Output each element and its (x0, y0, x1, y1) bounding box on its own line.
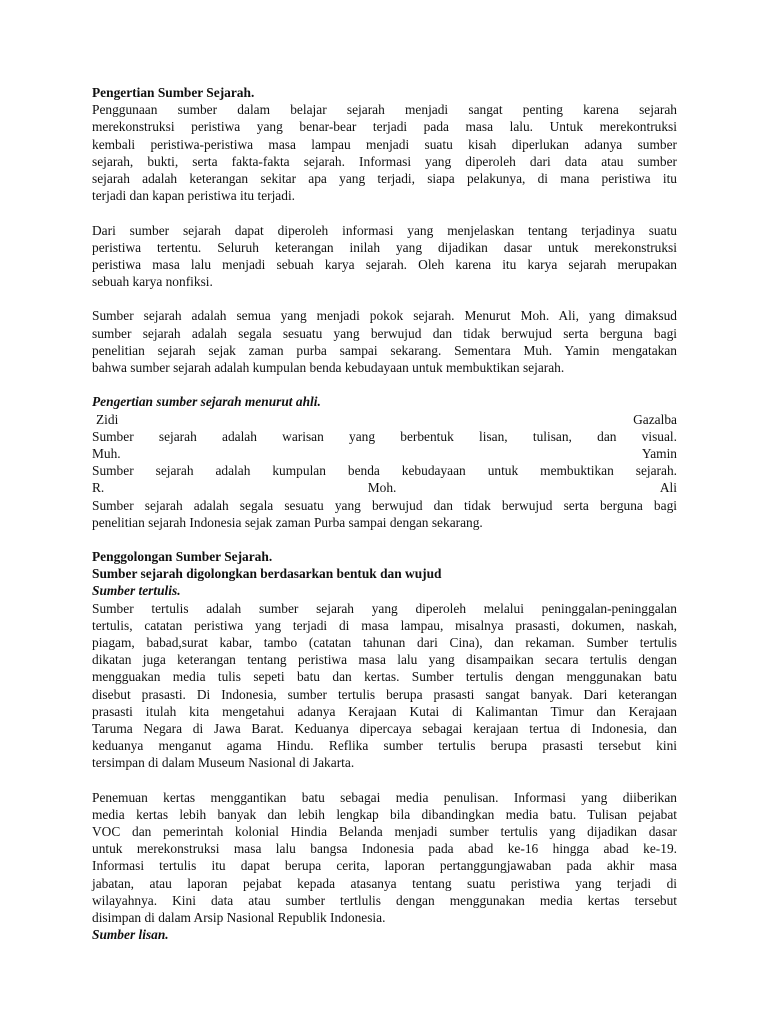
subheading-bentuk-wujud: Sumber sejarah digolongkan berdasarkan bentuk dan wujud (92, 566, 442, 582)
paragraph-line: peristiwa tertentu. Seluruh keterangan inilah yang dijadikan dasar untuk merekonstruksi (92, 239, 677, 255)
paragraph-line: VOC dan pemerintah kolonial Hindia Belanda menjadi sumber tertulis yang dijadikan dasar (92, 824, 677, 840)
paragraph-line: prasasti itulah kita mengetahui adanya Kerajaan Kutai di Kalimantan Timur dan Kerajaan (92, 703, 677, 719)
ahli-definition: Sumber sejarah adalah segala sesuatu yang berwujud dan tidak berwujud serta berguna bagi (92, 497, 677, 513)
ahli-definition: Sumber sejarah adalah kumpulan benda kebudayaan untuk membuktikan sejarah. (92, 463, 677, 479)
paragraph-line: penelitian sejarah sejak zaman purba sampai sekarang. Sementara Muh. Yamin mengatakan (92, 342, 677, 358)
ahli-name-row (92, 479, 677, 496)
paragraph-line: Penemuan kertas menggantikan batu sebagai media penulisan. Informasi yang diiberikan (92, 789, 677, 805)
subheading-sumber-lisan: Sumber lisan. (92, 927, 169, 943)
paragraph-line: sumber sejarah adalah segala sesuatu yang berwujud dan tidak berwujud serta berguna bagi (92, 325, 677, 341)
paragraph-line: untuk merekonstruksi masa lalu bangsa Indonesia pada abad ke-16 hingga abad ke-19. (92, 841, 677, 857)
paragraph-line: Penggunaan sumber dalam belajar sejarah menjadi sangat penting karena sejarah (92, 102, 677, 118)
paragraph-tertulis (92, 600, 677, 772)
paragraph-line: dikatan juga keterangan tentang peristiwa masa lalu yang disampaikan secara tertulis dengan (92, 652, 677, 668)
ahli-name-last: Yamin (641, 445, 677, 461)
paragraph-line: sejarah, bukti, serta fakta-fakta sejarah. Informasi yang diperoleh dari data atau sumber (92, 153, 677, 169)
paragraph-line: disebut prasasti. Di Indonesia, sumber tertulis berupa prasasti sangat banyak. Dari keterangan (92, 686, 677, 702)
paragraph-line: Sumber tertulis adalah sumber sejarah yang diperoleh melalui peninggalan-peninggalan (92, 600, 677, 616)
paragraph-1 (92, 101, 677, 204)
ahli-name-middle: Moh. (367, 480, 397, 496)
ahli-name-row (92, 445, 677, 462)
ahli-name-last: Gazalba (633, 411, 677, 427)
paragraph-line: wilayahnya. Kini data atau sumber tertlulis dengan menggunakan media kertas tersebut (92, 892, 677, 908)
paragraph-line: jabatan, atau laporan pejabat kepada atasanya tentang suatu peristiwa yang terjadi di (92, 875, 677, 891)
paragraph-line: Sumber sejarah adalah semua yang menjadi pokok sejarah. Menurut Moh. Ali, yang dimaksud (92, 308, 677, 324)
paragraph-line: terjadi dan kapan peristiwa itu terjadi. (92, 188, 296, 204)
section-heading-menurut-ahli: Pengertian sumber sejarah menurut ahli. (92, 394, 321, 410)
ahli-definition: penelitian sejarah Indonesia sejak zaman Purba sampai dengan sekarang. (92, 514, 483, 530)
document-page (92, 84, 677, 943)
subheading-sumber-tertulis: Sumber tertulis. (92, 583, 181, 599)
paragraph-line: tertulis, catatan peristiwa yang terjadi di masa lampau, misalnya prasasti, dokumen, naskah, (92, 617, 677, 633)
paragraph-line: keduanya menganut agama Hindu. Reflika sumber tertulis berupa prasasti tersebut kini (92, 738, 677, 754)
paragraph-2 (92, 222, 677, 291)
ahli-name-first: Muh. (92, 445, 121, 461)
paragraph-line: merekonstruksi peristiwa yang benar-bear terjadi pada masa lalu. Untuk merekontruksi (92, 119, 677, 135)
paragraph-line: kembali peristiwa-peristiwa masa lampau menjadi suatu kisah diperlukan adanya sumber (92, 136, 677, 152)
paragraph-line: Taruma Negara di Jawa Barat. Keduanya dipercaya sebagai kerajaan tertua di Indonesia, dan (92, 720, 677, 736)
paragraph-line: disimpan di dalam Arsip Nasional Republik Indonesia. (92, 910, 386, 925)
paragraph-line: mengguakan media tulis sepeti batu dan kertas. Sumber tertulis dengan menggunakan batu (92, 669, 677, 685)
section-heading-pengertian: Pengertian Sumber Sejarah. (92, 85, 255, 100)
paragraph-line: bahwa sumber sejarah adalah kumpulan benda kebudayaan untuk membuktikan sejarah. (92, 360, 565, 375)
ahli-name-last: Ali (659, 480, 677, 496)
ahli-definition: Sumber sejarah adalah warisan yang berbentuk lisan, tulisan, dan visual. (92, 428, 677, 444)
paragraph-3 (92, 307, 677, 376)
ahli-name-first: R. (92, 480, 105, 496)
paragraph-line: peristiwa masa lalu menjadi sebuah karya sejarah. Oleh karena itu karya sejarah merupakan (92, 256, 677, 272)
paragraph-line: media kertas lebih banyak dan lebih lengkap bila dibandingkan media batu. Tulisan pejabat (92, 806, 677, 822)
paragraph-line: Dari sumber sejarah dapat diperoleh informasi yang menjelaskan tentang terjadinya suatu (92, 222, 677, 238)
paragraph-kertas (92, 789, 677, 927)
section-heading-penggolongan: Penggolongan Sumber Sejarah. (92, 549, 273, 565)
paragraph-line: sejarah adalah keterangan sekitar apa yang terjadi, siapa pelakunya, di mana peristiwa itu (92, 170, 677, 186)
ahli-name-row (92, 411, 677, 428)
paragraph-line: piagam, babad,surat kabar, tambo (catatan tahunan dari Cina), dan rekaman. Sumber tertulis (92, 635, 677, 650)
paragraph-line: Informasi tertulis itu dapat berupa cerita, laporan pertanggungjawaban pada akhir masa (92, 858, 677, 874)
paragraph-line: tersimpan di dalam Museum Nasional di Jakarta. (92, 755, 355, 771)
paragraph-line: sebuah karya nonfiksi. (92, 274, 213, 290)
ahli-name-first: Zidi (96, 411, 119, 427)
